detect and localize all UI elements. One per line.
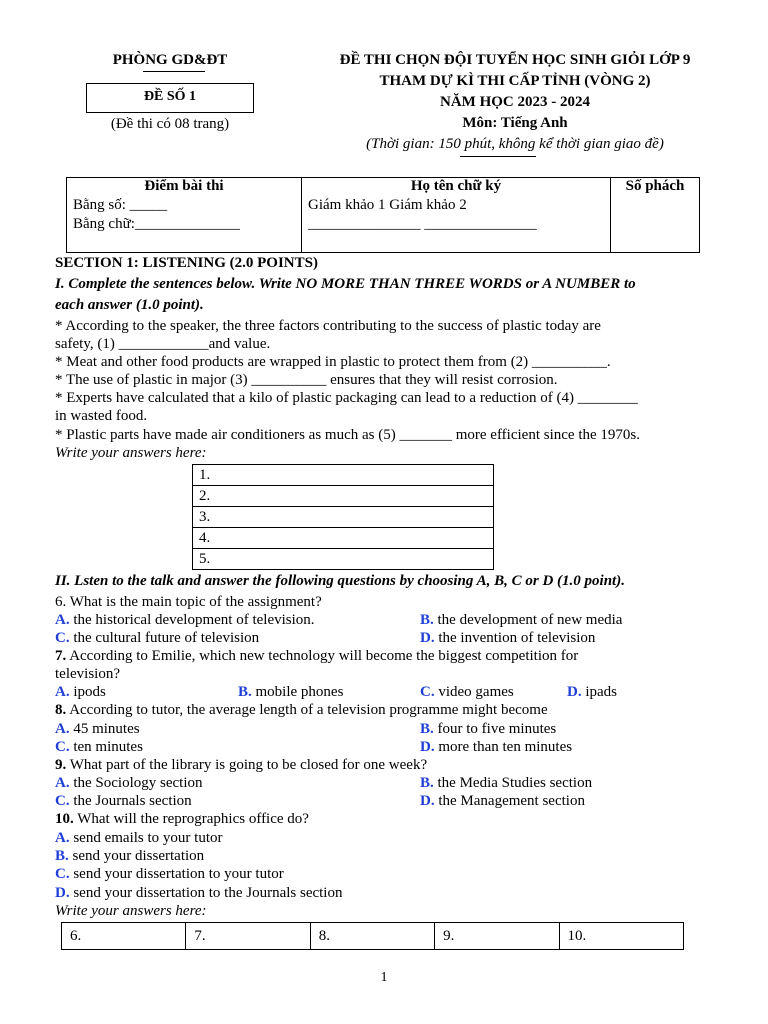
answer-table-1 (192, 464, 494, 570)
exam-title-1: ĐỀ THI CHỌN ĐỘI TUYỂN HỌC SINH GIỎI LỚP 9 (339, 52, 691, 68)
score-number-line: Bằng số: _____ (73, 197, 168, 213)
answer-prompt-2: Write your answers here: (55, 903, 207, 919)
score-header: Điểm bài thi (144, 178, 224, 194)
part2-instruction: II. Lsten to the talk and answer the following questions by choosing A, B, C or D (1.0 point). (55, 573, 625, 589)
sentence-1: * According to the speaker, the three factors contributing to the success of plastic today are (55, 318, 601, 334)
option-10b: B. send your dissertation (55, 848, 205, 864)
examiner-header: Họ tên chữ ký (410, 178, 502, 194)
exam-title-2: THAM DỰ KÌ THI CẤP TỈNH (VÒNG 2) (379, 73, 651, 89)
option-7d: D. ipads (567, 684, 618, 700)
option-6c: C. the cultural future of television (55, 630, 260, 646)
sentence-2: * Meat and other food products are wrapped in plastic to protect them from (2) __________. (55, 354, 611, 370)
examiner-signature-lines: _______________ _______________ (308, 216, 537, 232)
answer-cell[interactable]: 4. (193, 528, 494, 549)
page-count: (Đề thi có 08 trang) (110, 116, 230, 132)
sentence-4-cont: in wasted food. (55, 408, 148, 424)
section-title: SECTION 1: LISTENING (2.0 POINTS) (55, 255, 318, 271)
option-8b: B. four to five minutes (420, 721, 557, 737)
answer-prompt: Write your answers here: (55, 445, 207, 461)
divider (460, 156, 536, 157)
code-cell (611, 178, 700, 253)
answer-cell[interactable]: 7. (186, 923, 310, 950)
option-9b: B. the Media Studies section (420, 775, 593, 791)
answer-cell[interactable]: 1. (193, 465, 494, 486)
sentence-1-cont: safety, (1) ____________and value. (55, 336, 271, 352)
code-header: Số phách (625, 178, 685, 194)
part1-instruction: I. Complete the sentences below. Write NO MORE THAN THREE WORDS or A NUMBER to (55, 276, 636, 292)
question-7-cont: television? (55, 666, 120, 682)
part1-instruction-cont: each answer (1.0 point). (55, 297, 204, 313)
question-9: 9. What part of the library is going to be closed for one week? (55, 757, 428, 773)
answer-cell[interactable]: 8. (310, 923, 434, 950)
option-8a: A. 45 minutes (55, 721, 140, 737)
option-10a: A. send emails to your tutor (55, 830, 223, 846)
sentence-5: * Plastic parts have made air conditioners as much as (5) _______ more efficient since the 1970s. (55, 427, 640, 443)
answer-cell[interactable]: 5. (193, 549, 494, 570)
exam-code-box: ĐỀ SỐ 1 (86, 83, 254, 113)
option-9a: A. the Sociology section (55, 775, 203, 791)
option-7c: C. video games (420, 684, 514, 700)
option-10c: C. send your dissertation to your tutor (55, 866, 284, 882)
school-year: NĂM HỌC 2023 - 2024 (440, 94, 590, 110)
question-8: 8. According to tutor, the average length of a television programme might become (55, 702, 548, 718)
answer-table-2 (61, 922, 684, 950)
option-6a: A. the historical development of television. (55, 612, 315, 628)
exam-time: (Thời gian: 150 phút, không kể thời gian giao đề) (366, 136, 664, 152)
option-6b: B. the development of new media (420, 612, 623, 628)
answer-cell[interactable]: 3. (193, 507, 494, 528)
answer-cell[interactable]: 10. (559, 923, 684, 950)
sentence-4: * Experts have calculated that a kilo of plastic packaging can lead to a reduction of (4) ________ (55, 390, 638, 406)
answer-cell[interactable]: 2. (193, 486, 494, 507)
subject: Môn: Tiếng Anh (462, 115, 568, 131)
examiner-names: Giám khảo 1 Giám khảo 2 (308, 197, 467, 213)
option-9c: C. the Journals section (55, 793, 192, 809)
score-words-line: Bằng chữ:______________ (73, 216, 240, 232)
answer-cell[interactable]: 9. (435, 923, 559, 950)
question-6: 6. What is the main topic of the assignment? (55, 594, 322, 610)
question-10: 10. What will the reprographics office do? (55, 811, 309, 827)
score-table (66, 177, 700, 253)
question-7: 7. According to Emilie, which new technology will become the biggest competition for (55, 648, 579, 664)
divider (143, 71, 205, 72)
option-8c: C. ten minutes (55, 739, 143, 755)
option-7b: B. mobile phones (238, 684, 344, 700)
option-10d: D. send your dissertation to the Journals section (55, 885, 343, 901)
score-cell (67, 178, 302, 253)
option-6d: D. the invention of television (420, 630, 596, 646)
sentence-3: * The use of plastic in major (3) __________ ensures that they will resist corrosion. (55, 372, 558, 388)
examiner-cell (302, 178, 611, 253)
option-8d: D. more than ten minutes (420, 739, 573, 755)
option-7a: A. ipods (55, 684, 106, 700)
page-number: 1 (380, 970, 388, 985)
option-9d: D. the Management section (420, 793, 585, 809)
department-label: PHÒNG GD&ĐT (112, 52, 228, 68)
answer-cell[interactable]: 6. (62, 923, 186, 950)
